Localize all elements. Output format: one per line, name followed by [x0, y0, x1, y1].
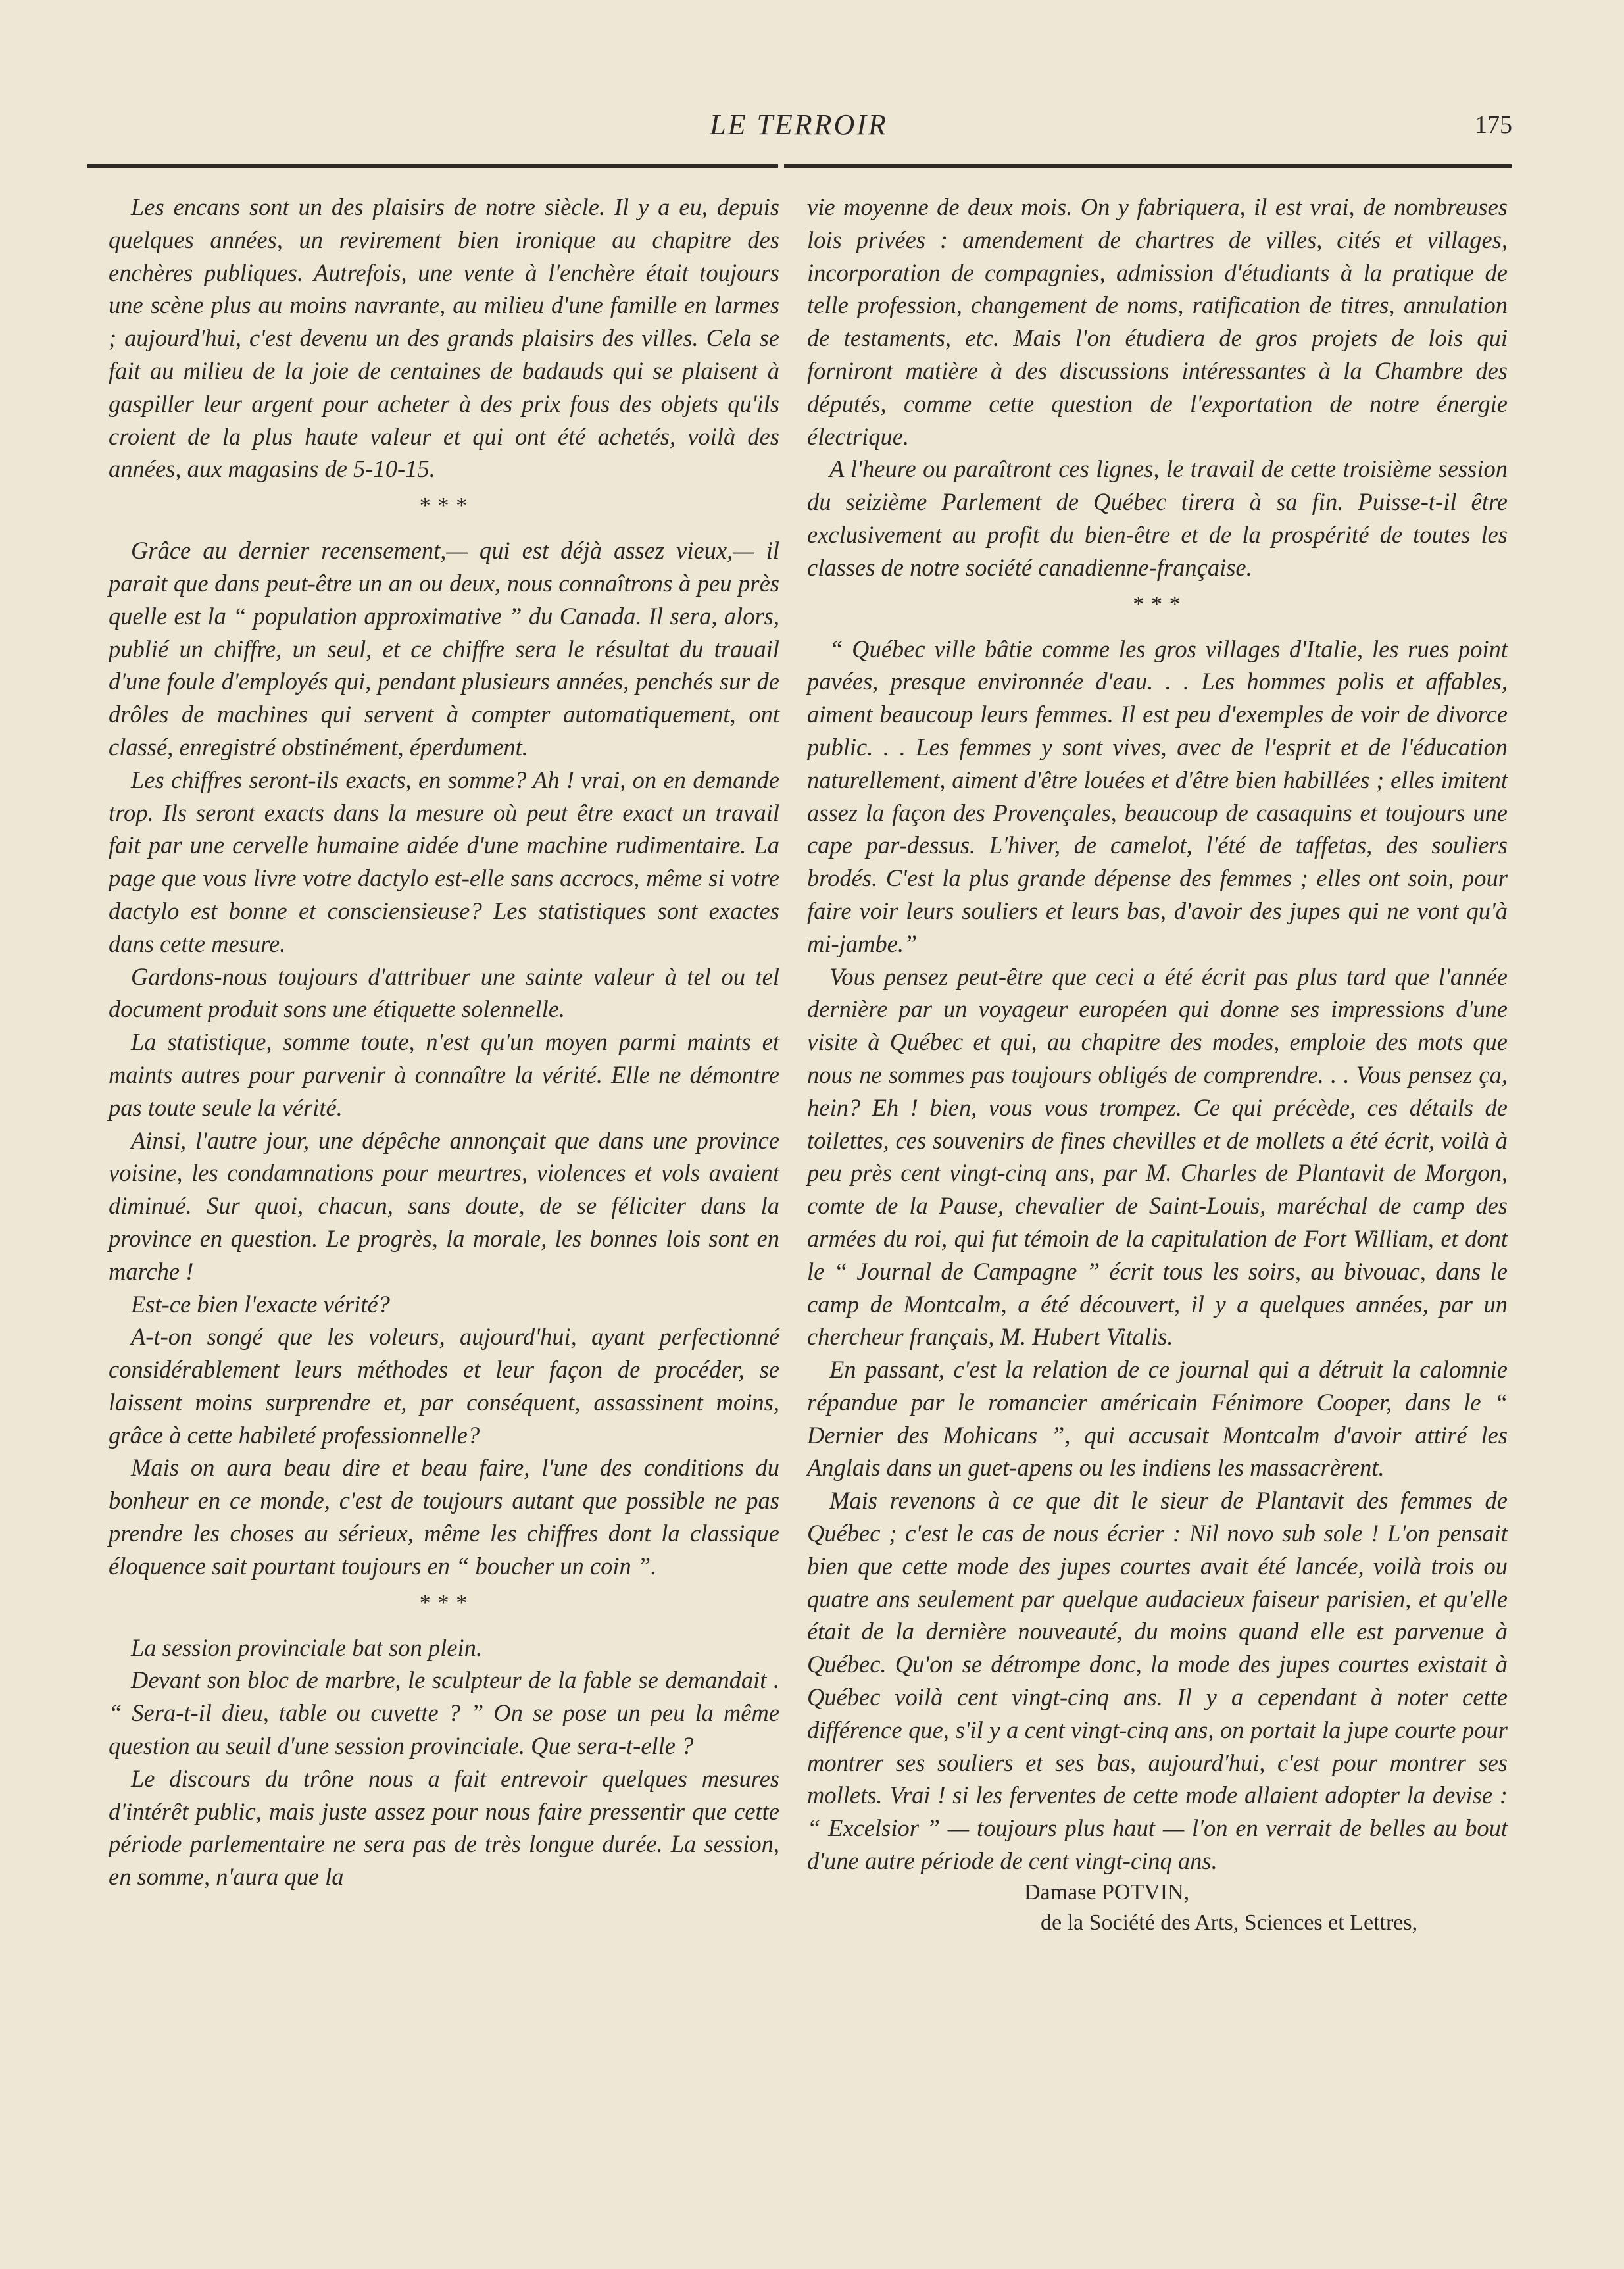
paragraph: A-t-on songé que les voleurs, aujourd'hui, ayant perfectionné considérablement leurs méthodes et leur façon de procéder, se laissent moins surprendre et, par conséquent, assassinent moins, grâce à cette habileté professionnelle?: [109, 1323, 779, 1449]
author-name: Damase POTVIN,: [1024, 1880, 1190, 1905]
paragraph: vie moyenne de deux mois. On y fabriquera, il est vrai, de nombreuses lois privées : amendement de chartres de villes, cités et villages, incorporation de compagnies, admission d'étudiants à la pratique de telle profession, changement de noms, ratification de titres, annulation de testaments, etc. Mais l'on étudiera de gros projets de lois qui forniront matière à des discussions intéressantes à la Chambre des députés, comme cette question de l'exportation de notre énergie électrique.: [807, 193, 1508, 450]
paragraph: Les encans sont un des plaisirs de notre siècle. Il y a eu, depuis quelques années, un revirement bien ironique au chapitre des enchères publiques. Autrefois, une vente à l'enchère était toujours une scène plus au moins navrante, au milieu d'une famille en larmes ; aujourd'hui, c'est devenu un des grands plaisirs des villes. Cela se fait au milieu de la joie de centaines de badauds qui se plaisent à gaspiller leur argent pour acheter à des prix fous des objets qu'ils croient de la plus haute valeur et qui ont été achetés, voilà des années, aux magasins de 5-10-15.: [109, 193, 779, 483]
left-column: [109, 191, 779, 1893]
quotation: “ Québec ville bâtie comme les gros villages d'Italie, les rues point pavées, presque environnée d'eau. . . Les hommes polis et affables, aiment beaucoup leurs femmes. Il est peu d'exemples de voir de divorce public. . . Les femmes y sont vives, avec de l'esprit et de l'éducation naturellement, aiment d'être louées et d'être bien habillées ; elles imitent assez la façon des Provençales, beaucoup de casaquins et toujours une cape par-dessus. L'hiver, de camelot, l'été de taffetas, des souliers brodés. C'est la plus grande dépense des femmes ; elles ont soin, pour faire voir leurs souliers et leurs bas, d'avoir des jupes qui ne vont qu'à mi-jambe.”: [807, 635, 1508, 957]
paragraph: A l'heure ou paraîtront ces lignes, le travail de cette troisième session du seizième Parlement de Québec tirera à sa fin. Puisse-t-il être exclusivement au profit du bien-être et de la prospérité de toutes les classes de notre société canadienne-française.: [807, 455, 1508, 581]
paragraph: Grâce au dernier recensement,— qui est déjà assez vieux,— il parait que dans peut-être un an ou deux, nous connaîtrons à peu près quelle est la “ population approximative ” du Canada. Il sera, alors, publié un chiffre, un seul, et ce chiffre sera le résultat du trauail d'une foule d'employés qui, pendant plusieurs années, penchés sur de drôles de machines qui servent à compter automatiquement, ont classé, enregistré obstinément, éperdument.: [109, 537, 779, 760]
paragraph: Mais on aura beau dire et beau faire, l'une des conditions du bonheur en ce monde, c'est de toujours autant que possible ne pas prendre les choses au sérieux, même les chiffres dont la classique éloquence sait pourtant toujours en “ boucher un coin ”.: [109, 1454, 779, 1580]
paragraph: La statistique, somme toute, n'est qu'un moyen parmi maints et maints autres pour parvenir à connaître la vérité. Elle ne démontre pas toute seule la vérité.: [109, 1028, 779, 1121]
paragraph: Ainsi, l'autre jour, une dépêche annonçait que dans une province voisine, les condamnations pour meurtres, violences et vols avaient diminué. Sur quoi, chacun, sans doute, de se féliciter dans la province en question. Le progrès, la morale, les bonnes lois sont en marche !: [109, 1126, 779, 1285]
paragraph: La session provinciale bat son plein.: [131, 1633, 482, 1661]
header-rule-right: [784, 164, 1512, 168]
section-separator: * * *: [1133, 591, 1182, 616]
paragraph: Est-ce bien l'exacte vérité?: [131, 1290, 390, 1318]
header-rule-left: [87, 164, 778, 168]
paragraph: En passant, c'est la relation de ce journal qui a détruit la calomnie répandue par le romancier américain Fénimore Cooper, dans le “ Dernier des Mohicans ”, qui accusait Montcalm d'avoir attiré les Anglais dans un guet-apens ou les indiens les massacrèrent.: [807, 1356, 1508, 1482]
page-header: [86, 99, 1512, 158]
author-affiliation: de la Société des Arts, Sciences et Lettres,: [1041, 1910, 1418, 1935]
paragraph: Le discours du trône nous a fait entrevoir quelques mesures d'intérêt public, mais juste assez pour nous faire pressentir que cette période parlementaire ne sera pas de très longue durée. La session, en somme, n'aura que la: [109, 1764, 779, 1891]
paragraph: Devant son bloc de marbre, le sculpteur de la fable se demandait . “ Sera-t-il dieu, table ou cuvette ? ” On se pose un peu la même question au seuil d'une session provinciale. Que sera-t-elle ?: [109, 1666, 779, 1760]
paragraph: Les chiffres seront-ils exacts, en somme? Ah ! vrai, on en demande trop. Ils seront exacts dans la mesure où peut être exact un travail fait par une cervelle humaine aidée d'une machine rudimentaire. La page que vous livre votre dactylo est-elle sans accrocs, même si votre dactylo est bonne et consciensieuse? Les statistiques sont exactes dans cette mesure.: [109, 766, 779, 957]
page-number: 175: [1475, 111, 1512, 139]
paragraph: Vous pensez peut-être que ceci a été écrit pas plus tard que l'année dernière par un voyageur européen qui donne ses impressions d'une visite à Québec et qui, au chapitre des modes, emploie des mots que nous ne sommes pas toujours obligés de comprendre. . . Vous pensez ça, hein? Eh ! bien, vous vous trompez. Ce qui précède, ces détails de toilettes, ces souvenirs de fines chevilles et de mollets a été écrit, voilà à peu près cent vingt-cinq ans, par M. Charles de Plantavit de Morgon, comte de la Pause, chevalier de Saint-Louis, maréchal de camp des armées du roi, qui fut témoin de la capitulation de Fort William, et dont le “ Journal de Campagne ” écrit tous les soirs, au bivouac, dans le camp de Montcalm, a été découvert, il y a quelques années, par un chercheur français, M. Hubert Vitalis.: [807, 962, 1508, 1351]
paragraph: Mais revenons à ce que dit le sieur de Plantavit des femmes de Québec ; c'est le cas de nous écrier : Nil novo sub sole ! L'on pensait bien que cette mode des jupes courtes avait été lancée, voilà trois ou quatre ans seulement par quelque audacieux faiseur parisien, et qu'elle était de la dernière nouveauté, du moins quand elle est parvenue à Québec. Qu'on se détrompe donc, la mode des jupes courtes existait à Québec voilà cent vingt-cinq ans. Il y a cependant à noter cette différence que, s'il y a cent vingt-cinq ans, on portait la jupe courte pour montrer ses souliers et ses bas, aujourd'hui, c'est pour montrer ses mollets. Vrai ! si les ferventes de cette mode allaient adopter la devise : “ Excelsior ” — toujours plus haut — l'on en verrait de belles au bout d'une autre période de cent vingt-cinq ans.: [807, 1487, 1508, 1875]
section-separator: * * *: [419, 493, 469, 518]
right-column: [807, 191, 1508, 1938]
section-separator: * * *: [419, 1590, 469, 1615]
paragraph: Gardons-nous toujours d'attribuer une sainte valeur à tel ou tel document produit sons une étiquette solennelle.: [109, 962, 779, 1023]
running-title: LE TERROIR: [710, 109, 888, 141]
